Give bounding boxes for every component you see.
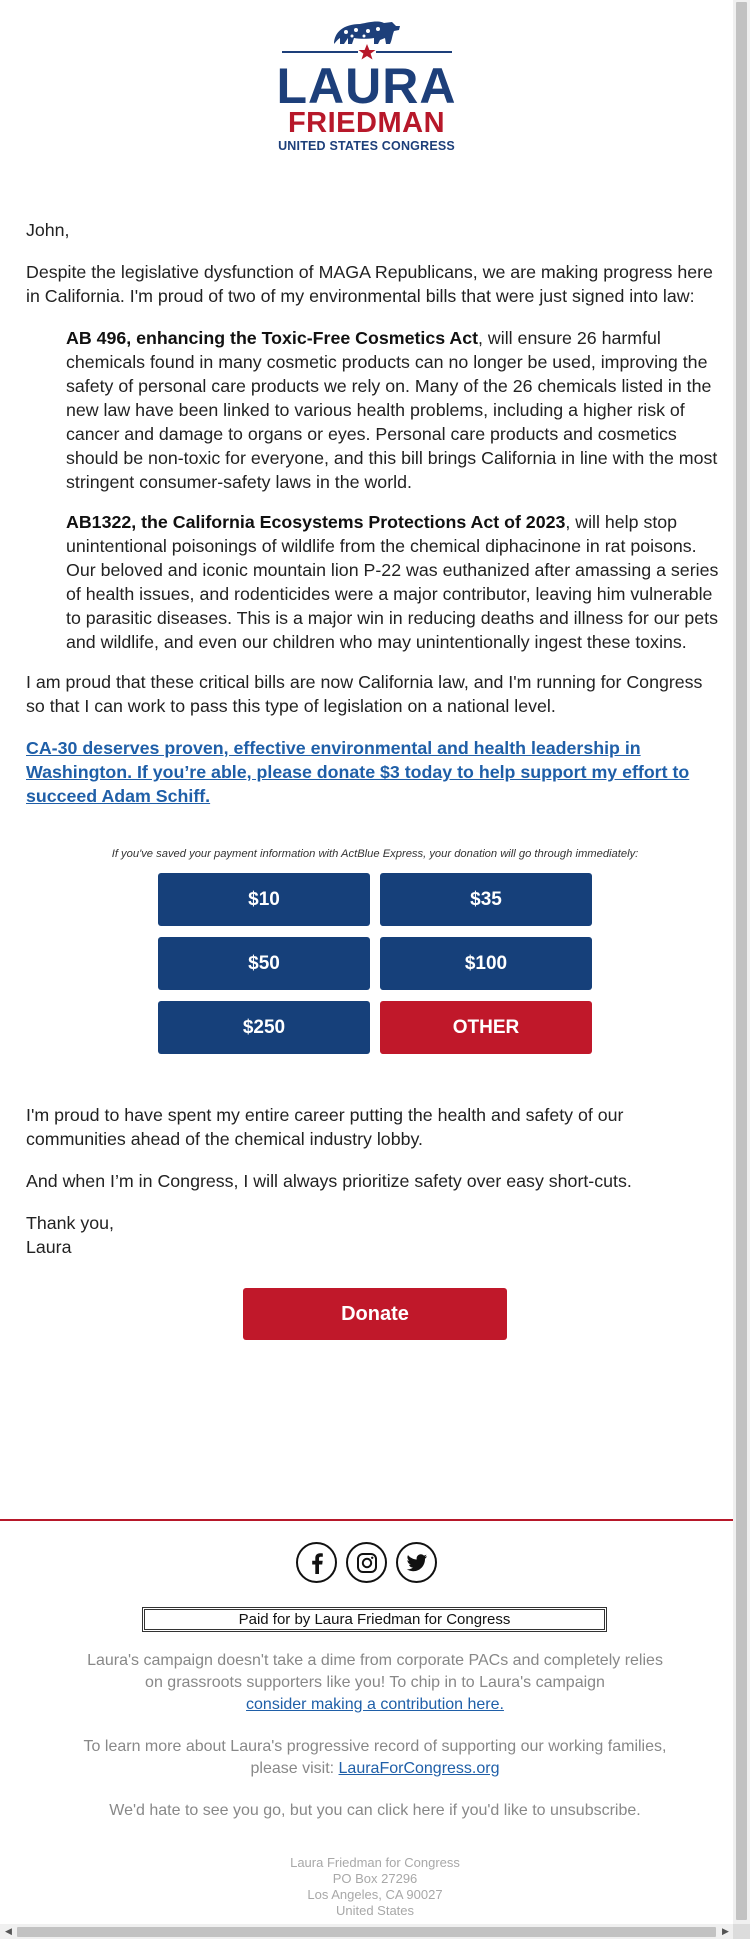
donate-button[interactable]: Donate	[243, 1288, 507, 1340]
scrollbar-corner	[733, 1924, 750, 1939]
greeting: John,	[26, 220, 70, 240]
address-line: United States	[335, 1903, 415, 1918]
closing-section	[26, 1103, 726, 1277]
twitter-icon[interactable]	[396, 1542, 437, 1583]
facebook-icon[interactable]	[296, 1542, 337, 1583]
signoff: Thank you,	[26, 1213, 114, 1233]
signoff-block	[26, 1211, 726, 1259]
paid-for-disclaimer: Paid for by Laura Friedman for Congress	[142, 1607, 607, 1632]
grassroots-note	[80, 1650, 670, 1716]
bill-item	[66, 510, 726, 654]
bill-item	[66, 326, 726, 494]
signature: Laura	[26, 1237, 72, 1257]
actblue-express-note: If you've saved your payment information with ActBlue Express, your donation will go through immediately:	[111, 848, 639, 860]
donate-100-button[interactable]: $100	[380, 937, 592, 990]
website-link[interactable]: LauraForCongress.org	[338, 1760, 500, 1777]
donate-other-button[interactable]: OTHER	[380, 1001, 592, 1054]
scroll-right-icon[interactable]: ▶	[722, 1926, 729, 1936]
mailing-address	[0, 1855, 733, 1919]
unsubscribe-link[interactable]: We'd hate to see you go, but you can click here if you'd like to unsubscribe.	[109, 1802, 641, 1819]
bill-list	[26, 326, 726, 654]
address-line: Los Angeles, CA 90027	[307, 1887, 443, 1902]
scroll-left-icon[interactable]: ◀	[5, 1926, 12, 1936]
intro-paragraph: Despite the legislative dysfunction of MAGA Republicans, we are making progress here in California. I'm proud of two of my environmental bills that were just signed into law:	[26, 262, 713, 306]
bill-title: AB1322, the California Ecosystems Protections Act of 2023	[66, 512, 566, 532]
logo-subtitle: UNITED STATES CONGRESS	[278, 139, 455, 153]
donate-cta-link[interactable]: CA-30 deserves proven, effective environmental and health leadership in Washington. If you’re able, please donate $3 today to help support my effort to succeed Adam Schiff.	[26, 738, 690, 806]
bill-description: , will ensure 26 harmful chemicals found in many cosmetic products can no longer be used, improving the safety of personal care products we rely on. Many of the 26 chemicals listed in the new law have been linked to various health problems, including a higher risk of cancer and damage to organs or eyes. Personal care products and cosmetics should be non-toxic for everyone, and this bill brings California in line with the most stringent consumer-safety laws in the world.	[66, 328, 718, 492]
learn-more-note	[80, 1736, 670, 1780]
donate-35-button[interactable]: $35	[380, 873, 592, 926]
vertical-scroll-thumb[interactable]	[736, 2, 747, 1920]
grassroots-text: Laura's campaign doesn't take a dime from corporate PACs and completely relies on grassroots supporters like you! To chip in to Laura's campaign	[87, 1652, 663, 1691]
horizontal-scrollbar[interactable]	[0, 1924, 750, 1939]
donate-50-button[interactable]: $50	[158, 937, 370, 990]
donate-10-button[interactable]: $10	[158, 873, 370, 926]
bill-description: , will help stop unintentional poisonings of wildlife from the chemical diphacinone in rat poisons. Our beloved and iconic mountain lion P-22 was euthanized after amassing a series of health issues, and rodenticides were a major contributor, leaving him vulnerable to parasitic diseases. This is a major win in reducing deaths and illness for our pets and wildlife, and even our children who may unintentionally ingest these toxins.	[66, 512, 719, 652]
closing-paragraph: I'm proud to have spent my entire career putting the health and safety of our communities ahead of the chemical industry lobby.	[26, 1105, 624, 1149]
address-line: Laura Friedman for Congress	[290, 1855, 460, 1870]
contribution-link[interactable]: consider making a contribution here.	[246, 1696, 504, 1713]
learn-more-text: To learn more about Laura's progressive record of supporting our working families, please visit:	[83, 1738, 667, 1777]
social-links	[0, 1542, 733, 1583]
address-line: PO Box 27296	[332, 1871, 418, 1886]
donate-250-button[interactable]: $250	[158, 1001, 370, 1054]
proud-paragraph: I am proud that these critical bills are now California law, and I'm running for Congress so that I can work to pass this type of legislation on a national level.	[26, 672, 703, 716]
logo-name-bottom: FRIEDMAN	[287, 107, 446, 139]
vertical-scrollbar[interactable]	[733, 0, 750, 1924]
logo-name-top: LAURA	[276, 58, 457, 114]
bill-title: AB 496, enhancing the Toxic-Free Cosmetics Act	[66, 328, 479, 348]
footer-divider	[0, 1519, 733, 1521]
campaign-logo	[0, 14, 733, 154]
bear-star-icon	[282, 14, 452, 62]
instagram-icon[interactable]	[346, 1542, 387, 1583]
closing-paragraph: And when I’m in Congress, I will always prioritize safety over easy short-cuts.	[26, 1171, 632, 1191]
email-body	[26, 218, 726, 826]
horizontal-scroll-thumb[interactable]	[17, 1927, 716, 1937]
